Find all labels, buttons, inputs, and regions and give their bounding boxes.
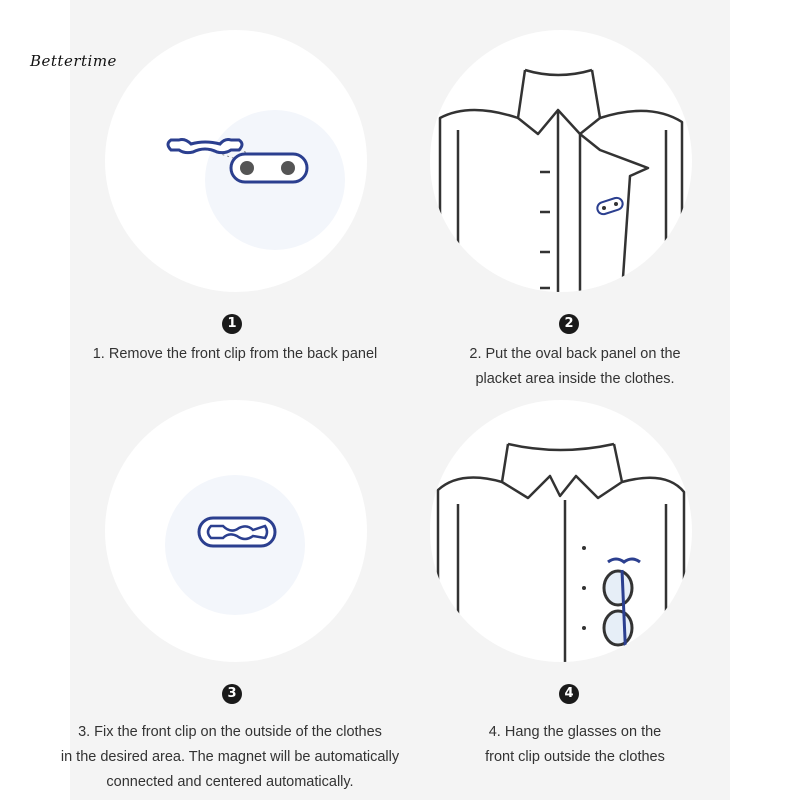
step-3-number-badge: 3 [222,684,242,704]
step-2-caption [380,342,770,392]
step-1-number-badge: 1 [222,314,242,334]
step-3-caption [20,720,440,795]
step-4-caption-line: 4. Hang the glasses on the [488,724,662,740]
brand-watermark: Bettertime [30,52,117,70]
step-3-caption-line: 3. Fix the front clip on the outside of the clothes [78,724,382,740]
step-4-caption-line: front clip outside the clothes [485,749,665,765]
step-4-illustration [430,400,692,662]
step-4-number-badge: 4 [559,684,579,704]
step-4-caption [380,720,770,770]
step-1-caption-line: 1. Remove the front clip from the back panel [92,346,378,362]
step-1-caption [40,342,430,367]
step-2-number-badge: 2 [559,314,579,334]
step-3-caption-line: in the desired area. The magnet will be automatically [60,749,400,765]
step-3-caption-line: connected and centered automatically. [106,774,354,790]
back-panel-icon [596,196,624,215]
front-clip-icon [208,526,267,539]
step-1-illustration [105,30,367,292]
step-2-caption-line: 2. Put the oval back panel on the [469,346,681,362]
front-clip-icon [168,140,242,153]
step-3-illustration [105,400,367,662]
glasses-icon [604,559,640,662]
step-2-illustration [430,30,692,292]
step-2-caption-line: placket area inside the clothes. [475,371,675,387]
